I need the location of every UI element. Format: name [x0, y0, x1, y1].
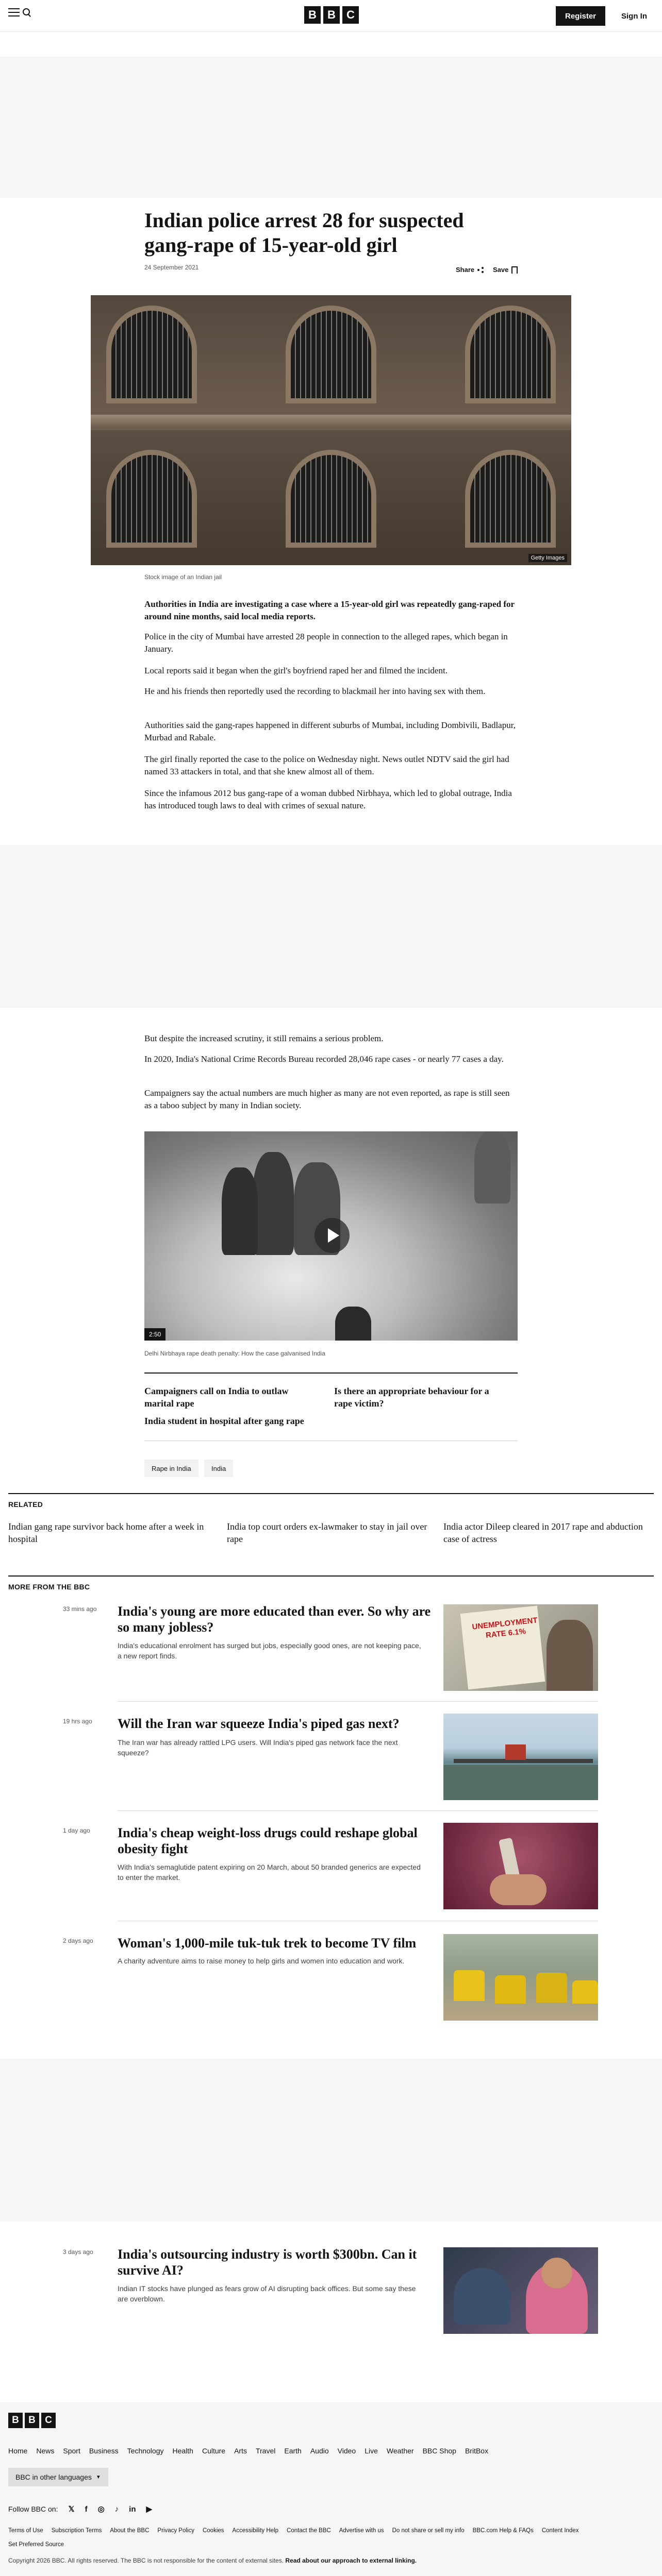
footer-link[interactable]: Privacy Policy: [157, 2528, 194, 2534]
footer-nav-earth[interactable]: Earth: [284, 2447, 302, 2455]
protest-sign-text: UNEMPLOYMENT RATE 6.1%: [471, 1616, 538, 1640]
site-footer: [0, 2402, 662, 2576]
sign-in-link[interactable]: Sign In: [621, 11, 647, 21]
footer-nav-health[interactable]: Health: [172, 2447, 193, 2455]
logo-letter: B: [25, 2413, 39, 2428]
story-title[interactable]: Woman's 1,000-mile tuk-tuk trek to become TV film: [118, 1936, 417, 1951]
story-title[interactable]: India's young are more educated than ever. So why are so many jobless?: [118, 1604, 431, 1635]
more-section-title: MORE FROM THE BBC: [8, 1583, 90, 1591]
story-thumbnail[interactable]: [443, 2247, 598, 2334]
logo-letter: C: [342, 6, 359, 24]
footer-nav-audio[interactable]: Audio: [310, 2447, 329, 2455]
image-caption: Stock image of an Indian jail: [144, 573, 222, 581]
related-links-rule: [144, 1372, 518, 1374]
footer-nav-news[interactable]: News: [36, 2447, 55, 2455]
tag-india[interactable]: India: [204, 1460, 233, 1477]
story-title[interactable]: India's outsourcing industry is worth $300bn. Can it survive AI?: [118, 2247, 417, 2278]
story-summary: The Iran war has already rattled LPG users. Will India's piped gas network face the next squeeze?: [118, 1738, 398, 1757]
copyright: [8, 2557, 417, 2564]
languages-dropdown[interactable]: [8, 2468, 108, 2486]
logo-letter: B: [323, 6, 340, 24]
share-button[interactable]: [456, 266, 484, 274]
footer-nav: [8, 2447, 488, 2455]
footer-link[interactable]: Contact the BBC: [287, 2528, 331, 2534]
related-story-link[interactable]: India top court orders ex-lawmaker to stay in jail over rape: [227, 1521, 427, 1544]
hero-image-jail: [91, 295, 571, 565]
story-timestamp: 3 days ago: [63, 2248, 93, 2256]
article-intro: Authorities in India are investigating a case where a 15-year-old girl was repeatedly gang-raped for around nine months, said local media reports.: [144, 599, 515, 621]
story-timestamp: 2 days ago: [63, 1937, 93, 1944]
follow-label: Follow BBC on:: [8, 2505, 58, 2513]
more-section-rule: [8, 1575, 654, 1577]
footer-link[interactable]: Do not share or sell my info: [392, 2528, 465, 2534]
ad-slot-bottom: [0, 2059, 662, 2222]
ad-slot-top: [0, 57, 662, 198]
footer-nav-sport[interactable]: Sport: [63, 2447, 80, 2455]
story-thumbnail[interactable]: [443, 1823, 598, 1909]
share-label: Share: [456, 266, 475, 274]
article-paragraph: He and his friends then reportedly used the recording to blackmail her into having sex with them.: [144, 686, 486, 696]
top-navigation-bar: [0, 0, 662, 32]
story-summary: With India's semaglutide patent expiring on 20 March, about 50 branded generics are expected to enter the market.: [118, 1863, 421, 1882]
story-summary: A charity adventure aims to raise money to help girls and women into education and work.: [118, 1957, 405, 1965]
external-linking-link[interactable]: Read about our approach to external linking.: [285, 2557, 417, 2564]
chevron-down-icon: ▼: [95, 2474, 101, 2480]
logo-letter: B: [304, 6, 321, 24]
logo-letter: B: [8, 2413, 23, 2428]
footer-link[interactable]: Subscription Terms: [51, 2528, 102, 2534]
story-timestamp: 1 day ago: [63, 1827, 90, 1834]
story-thumbnail[interactable]: [443, 1604, 598, 1691]
story-title[interactable]: India's cheap weight-loss drugs could reshape global obesity fight: [118, 1825, 418, 1856]
footer-bbc-logo[interactable]: [8, 2413, 56, 2428]
story-timestamp: 33 mins ago: [63, 1605, 97, 1613]
related-section-rule: [8, 1493, 654, 1494]
instagram-icon[interactable]: ◎: [97, 2505, 105, 2514]
related-link[interactable]: Is there an appropriate behaviour for a rape victim?: [334, 1386, 489, 1409]
copyright-text: Copyright 2026 BBC. All rights reserved. The BBC is not responsible for the content of external sites.: [8, 2557, 284, 2564]
story-thumbnail[interactable]: [443, 1934, 598, 2021]
tag-rape-in-india[interactable]: Rape in India: [144, 1460, 198, 1477]
footer-nav-weather[interactable]: Weather: [386, 2447, 414, 2455]
register-button[interactable]: Register: [556, 6, 605, 26]
article-paragraph: The girl finally reported the case to the police on Wednesday night. News outlet NDTV said the girl had named 33 attackers in total, and that she knew almost all of them.: [144, 754, 509, 776]
article-paragraph: Police in the city of Mumbai have arrested 28 people in connection to the alleged rapes, which began in January.: [144, 632, 508, 654]
story-timestamp: 19 hrs ago: [63, 1718, 92, 1725]
article-paragraph: Since the infamous 2012 bus gang-rape of a woman dubbed Nirbhaya, which led to global outrage, India has introduced tough laws to deal with crimes of sexual nature.: [144, 788, 512, 810]
footer-nav-video[interactable]: Video: [337, 2447, 356, 2455]
footer-link[interactable]: Content Index: [541, 2528, 579, 2534]
footer-nav-britbox[interactable]: BritBox: [465, 2447, 489, 2455]
save-label: Save: [493, 266, 509, 274]
image-credit: Getty Images: [528, 554, 567, 562]
hamburger-icon: [8, 8, 20, 16]
article-paragraph: Local reports said it began when the girl's boyfriend raped her and filmed the incident.: [144, 666, 448, 675]
video-caption: Delhi Nirbhaya rape death penalty: How the case galvanised India: [144, 1350, 325, 1357]
story-title[interactable]: Will the Iran war squeeze India's piped gas next?: [118, 1716, 400, 1731]
related-links-divider: [144, 1440, 518, 1441]
bbc-logo[interactable]: [304, 6, 359, 24]
footer-nav-culture[interactable]: Culture: [202, 2447, 226, 2455]
article-headline: Indian police arrest 28 for suspected gang-rape of 15-year-old girl: [144, 209, 464, 257]
footer-nav-arts[interactable]: Arts: [234, 2447, 247, 2455]
related-link[interactable]: India student in hospital after gang rape: [144, 1416, 304, 1426]
menu-search-button[interactable]: [8, 8, 31, 16]
article-paragraph: Authorities said the gang-rapes happened in different suburbs of Mumbai, including Dombivili, Badlapur, Murbad and Rabale.: [144, 720, 516, 742]
footer-nav-home[interactable]: Home: [8, 2447, 28, 2455]
youtube-icon[interactable]: ▶: [146, 2505, 153, 2514]
bookmark-icon: [511, 266, 518, 274]
footer-link[interactable]: Cookies: [202, 2528, 224, 2534]
related-story-link[interactable]: India actor Dileep cleared in 2017 rape and abduction case of actress: [443, 1521, 643, 1544]
related-link[interactable]: Campaigners call on India to outlaw marital rape: [144, 1386, 289, 1409]
footer-link[interactable]: Accessibility Help: [232, 2528, 279, 2534]
article-paragraph: In 2020, India's National Crime Records Bureau recorded 28,046 rape cases - or nearly 77 cases a day.: [144, 1054, 504, 1064]
footer-nav-live[interactable]: Live: [365, 2447, 378, 2455]
related-story-link[interactable]: Indian gang rape survivor back home after a week in hospital: [8, 1521, 204, 1544]
facebook-icon[interactable]: f: [85, 2504, 88, 2514]
video-player[interactable]: [144, 1131, 518, 1341]
article-date: 24 September 2021: [144, 264, 199, 271]
linkedin-icon[interactable]: in: [129, 2504, 136, 2514]
story-summary: India's educational enrolment has surged but jobs, especially good ones, are not keeping pace, a new report finds.: [118, 1641, 421, 1660]
story-thumbnail[interactable]: [443, 1714, 598, 1800]
story-divider: [118, 1810, 598, 1811]
footer-nav-business[interactable]: Business: [89, 2447, 119, 2455]
footer-nav-technology[interactable]: Technology: [127, 2447, 164, 2455]
story-divider: [118, 1701, 598, 1702]
footer-link[interactable]: BBC.com Help & FAQs: [472, 2528, 534, 2534]
tiktok-icon[interactable]: ♪: [114, 2504, 119, 2514]
preferred-source-link[interactable]: Set Preferred Source: [8, 2541, 64, 2548]
search-icon: [23, 8, 31, 16]
footer-link[interactable]: About the BBC: [110, 2528, 150, 2534]
footer-nav-travel[interactable]: Travel: [255, 2447, 276, 2455]
ad-slot-mid: [0, 845, 662, 1008]
save-button[interactable]: [493, 266, 518, 274]
article-paragraph: Campaigners say the actual numbers are much higher as many are not even reported, as rape is still seen as a taboo subject by many in Indian society.: [144, 1088, 510, 1110]
story-summary: Indian IT stocks have plunged as fears grow of AI disrupting back offices. But some say these are overblown.: [118, 2284, 416, 2303]
footer-nav-bbc-shop[interactable]: BBC Shop: [422, 2447, 456, 2455]
footer-links: [8, 2528, 578, 2534]
x-icon[interactable]: 𝕏: [68, 2505, 75, 2514]
logo-letter: C: [41, 2413, 56, 2428]
footer-link[interactable]: Terms of Use: [8, 2528, 43, 2534]
languages-label: BBC in other languages: [15, 2473, 92, 2481]
play-icon[interactable]: [315, 1218, 350, 1253]
social-links: [8, 2504, 152, 2514]
share-icon: [477, 267, 484, 273]
article-paragraph: But despite the increased scrutiny, it still remains a serious problem.: [144, 1033, 384, 1043]
footer-link[interactable]: Advertise with us: [339, 2528, 384, 2534]
related-section-title: RELATED: [8, 1500, 43, 1509]
video-duration: 2:50: [144, 1328, 166, 1341]
